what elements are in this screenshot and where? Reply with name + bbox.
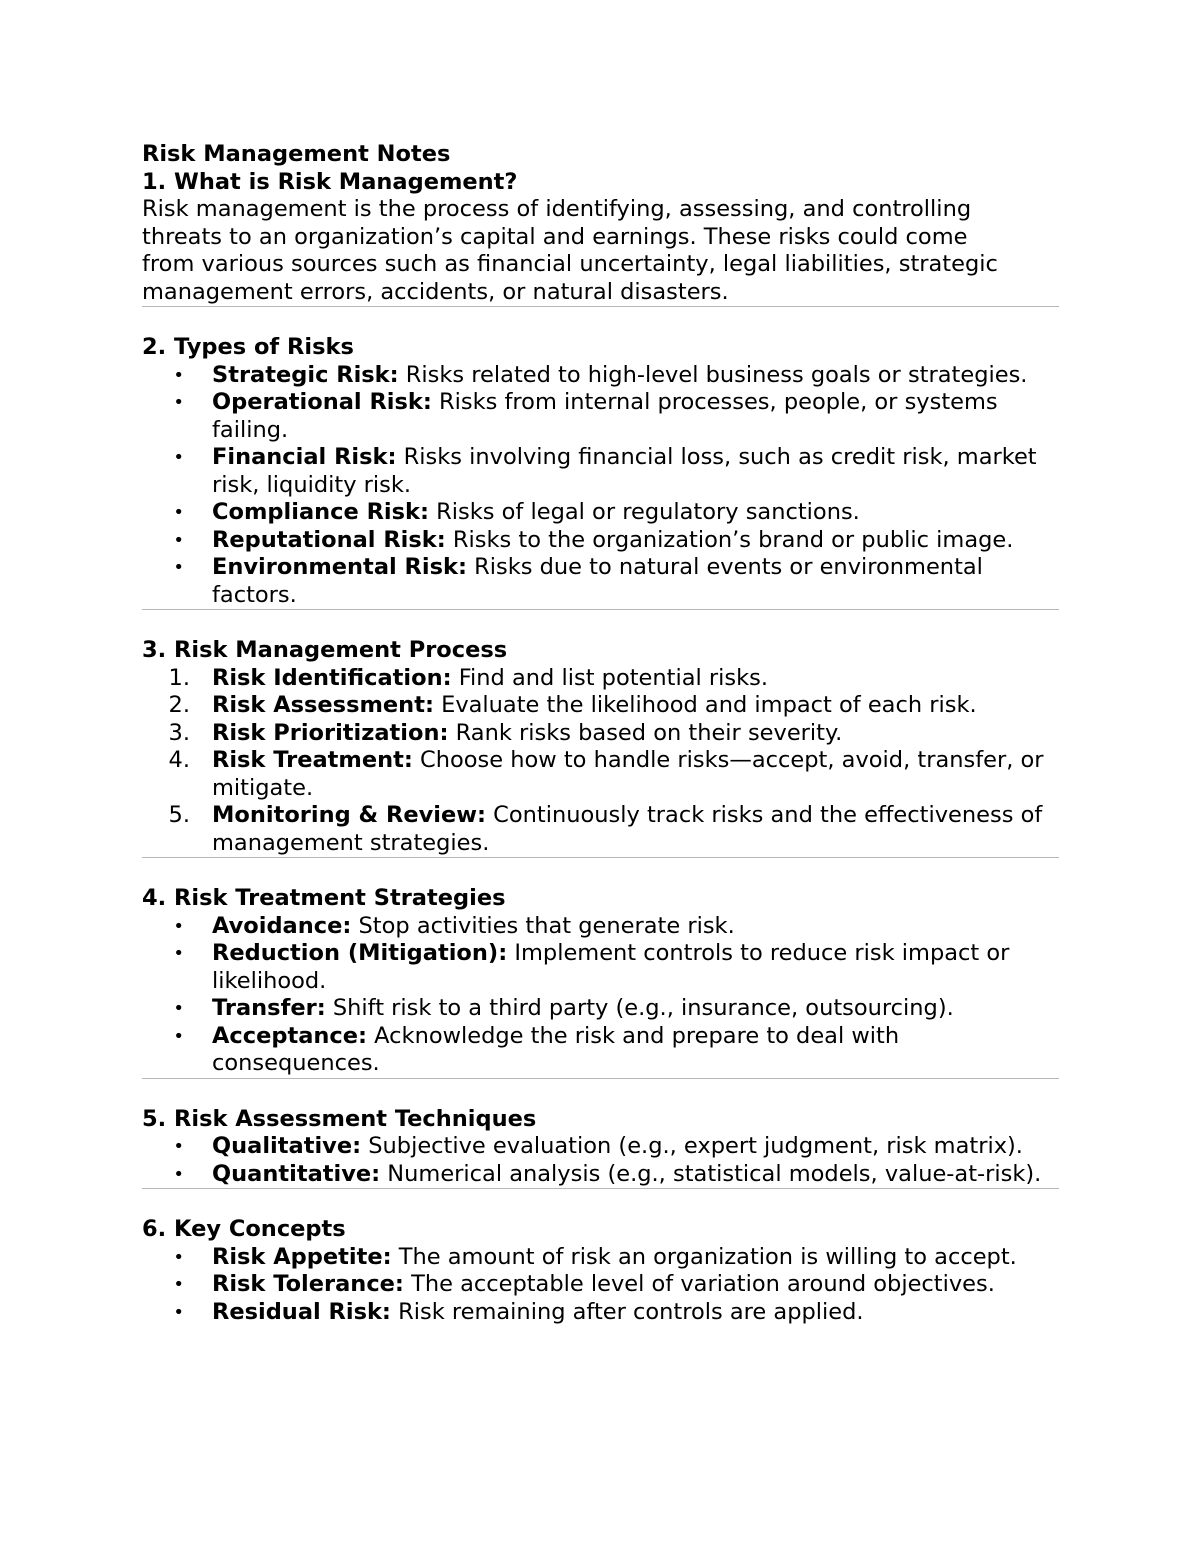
section-heading: 5. Risk Assessment Techniques: [142, 1105, 537, 1132]
list-item: [142, 499, 1059, 527]
list-item-text: Find and list potential risks.: [451, 664, 769, 691]
list-item: [142, 665, 1059, 693]
list-item-term: Acceptance:: [212, 1022, 368, 1049]
section-key-concepts: [142, 1216, 1059, 1326]
list-item: [142, 444, 1059, 499]
list-item: [142, 1271, 1059, 1299]
bullet-list: [142, 362, 1059, 610]
bullet-icon: •: [173, 1136, 184, 1157]
section-risk-assessment-techniques: [142, 1106, 1059, 1189]
list-item-text: Continuously track risks and the effectiveness of management strategies.: [212, 802, 1043, 856]
list-item-term: Monitoring & Review:: [212, 802, 487, 828]
list-number: 5.: [168, 802, 190, 828]
list-item: [142, 913, 1059, 941]
paragraph-line: threats to an organization’s capital and earnings. These risks could come: [142, 223, 968, 250]
bullet-list: [142, 1244, 1059, 1327]
section-what-is-risk-management: [142, 169, 1059, 307]
list-item-text: Subjective evaluation (e.g., expert judgment, risk matrix).: [361, 1133, 1023, 1159]
list-item-term: Risk Treatment:: [212, 747, 413, 773]
spacer: [142, 858, 1059, 885]
bullet-icon: •: [173, 915, 184, 937]
bullet-list: [142, 913, 1059, 1078]
list-item-term: Financial Risk:: [212, 444, 397, 470]
list-item: [142, 1161, 1059, 1189]
list-item: [142, 692, 1059, 720]
bullet-icon: •: [173, 502, 184, 523]
list-item-term: Qualitative:: [212, 1133, 362, 1159]
list-item-term: Risk Identification:: [212, 664, 452, 691]
list-item-text: The amount of risk an organization is willing to accept.: [391, 1243, 1017, 1270]
section-heading: 4. Risk Treatment Strategies: [142, 885, 506, 911]
list-item-text: Risks due to natural events or environmental factors.: [212, 554, 983, 608]
list-item-text: Risks related to high-level business goals or strategies.: [398, 361, 1028, 388]
list-item-term: Reputational Risk:: [212, 526, 446, 553]
list-item-text: Implement controls to reduce risk impact or likelihood.: [212, 940, 1010, 994]
list-number: 1.: [168, 664, 190, 691]
list-item-term: Transfer:: [212, 995, 326, 1021]
list-item: [142, 747, 1059, 802]
list-item: [142, 1299, 1059, 1327]
bullet-icon: •: [173, 364, 184, 386]
list-item-text: Risk remaining after controls are applied.: [390, 1298, 864, 1325]
list-item-text: Risks of legal or regulatory sanctions.: [428, 499, 860, 525]
list-item: [142, 527, 1059, 555]
spacer: [142, 610, 1059, 637]
list-item-text: Stop activities that generate risk.: [351, 912, 735, 939]
list-item: [142, 802, 1059, 857]
bullet-icon: •: [173, 1025, 184, 1047]
bullet-icon: •: [173, 392, 184, 413]
list-item-term: Operational Risk:: [212, 389, 432, 415]
list-item-term: Residual Risk:: [212, 1298, 391, 1325]
document-page: [142, 141, 1059, 1326]
list-item: [142, 940, 1059, 995]
numbered-list: [142, 665, 1059, 858]
list-item: [142, 554, 1059, 609]
spacer: [142, 307, 1059, 334]
section-heading: 2. Types of Risks: [142, 334, 354, 360]
spacer: [142, 1189, 1059, 1216]
list-item-text: Evaluate the likelihood and impact of each risk.: [433, 692, 977, 718]
list-number: 4.: [168, 747, 190, 773]
list-item-text: The acceptable level of variation around objectives.: [403, 1271, 995, 1297]
section-heading: 3. Risk Management Process: [142, 637, 508, 663]
bullet-icon: •: [173, 447, 184, 468]
list-item: [142, 995, 1059, 1023]
list-number: 2.: [168, 692, 190, 718]
bullet-icon: •: [173, 943, 184, 964]
bullet-icon: •: [173, 998, 184, 1019]
list-item-text: Rank risks based on their severity.: [448, 719, 843, 746]
list-item: [142, 720, 1059, 748]
list-item-term: Compliance Risk:: [212, 499, 429, 525]
list-item-term: Avoidance:: [212, 912, 352, 939]
list-item-text: Acknowledge the risk and prepare to deal with consequences.: [212, 1022, 900, 1076]
list-item-term: Risk Tolerance:: [212, 1271, 404, 1297]
list-item-term: Environmental Risk:: [212, 554, 467, 580]
list-item-text: Shift risk to a third party (e.g., insurance, outsourcing).: [325, 995, 954, 1021]
list-item-text: Risks from internal processes, people, or systems failing.: [212, 389, 998, 443]
bullet-icon: •: [173, 1301, 184, 1323]
spacer: [142, 1079, 1059, 1106]
list-item-term: Quantitative:: [212, 1160, 381, 1187]
document-title: Risk Management Notes: [142, 141, 451, 167]
list-item-term: Risk Prioritization:: [212, 719, 449, 746]
section-risk-management-process: [142, 637, 1059, 857]
paragraph-line: from various sources such as financial uncertainty, legal liabilities, strategic: [142, 251, 998, 277]
list-item: [142, 1133, 1059, 1161]
list-item-text: Risks involving financial loss, such as credit risk, market risk, liquidity risk.: [212, 444, 1037, 498]
bullet-icon: •: [173, 1163, 184, 1185]
list-number: 3.: [168, 719, 190, 746]
list-item-term: Strategic Risk:: [212, 361, 399, 388]
section-heading: 6. Key Concepts: [142, 1216, 346, 1242]
list-item: [142, 362, 1059, 390]
list-item: [142, 1244, 1059, 1272]
list-item: [142, 1023, 1059, 1078]
paragraph-line: management errors, accidents, or natural disasters.: [142, 278, 729, 305]
list-item-text: Numerical analysis (e.g., statistical models, value-at-risk).: [380, 1160, 1042, 1187]
bullet-icon: •: [173, 1274, 184, 1295]
list-item-term: Risk Assessment:: [212, 692, 434, 718]
paragraph-line: Risk management is the process of identifying, assessing, and controlling: [142, 196, 972, 222]
list-item-text: Risks to the organization’s brand or public image.: [445, 526, 1014, 553]
bullet-icon: •: [173, 529, 184, 551]
list-item-term: Risk Appetite:: [212, 1243, 392, 1270]
list-item-text: Choose how to handle risks—accept, avoid, transfer, or mitigate.: [212, 747, 1044, 801]
list-item-term: Reduction (Mitigation):: [212, 940, 508, 966]
section-heading: 1. What is Risk Management?: [142, 168, 518, 195]
bullet-icon: •: [173, 557, 184, 578]
bullet-list: [142, 1133, 1059, 1188]
section-types-of-risks: [142, 334, 1059, 609]
section-risk-treatment-strategies: [142, 885, 1059, 1078]
list-item: [142, 389, 1059, 444]
bullet-icon: •: [173, 1246, 184, 1268]
